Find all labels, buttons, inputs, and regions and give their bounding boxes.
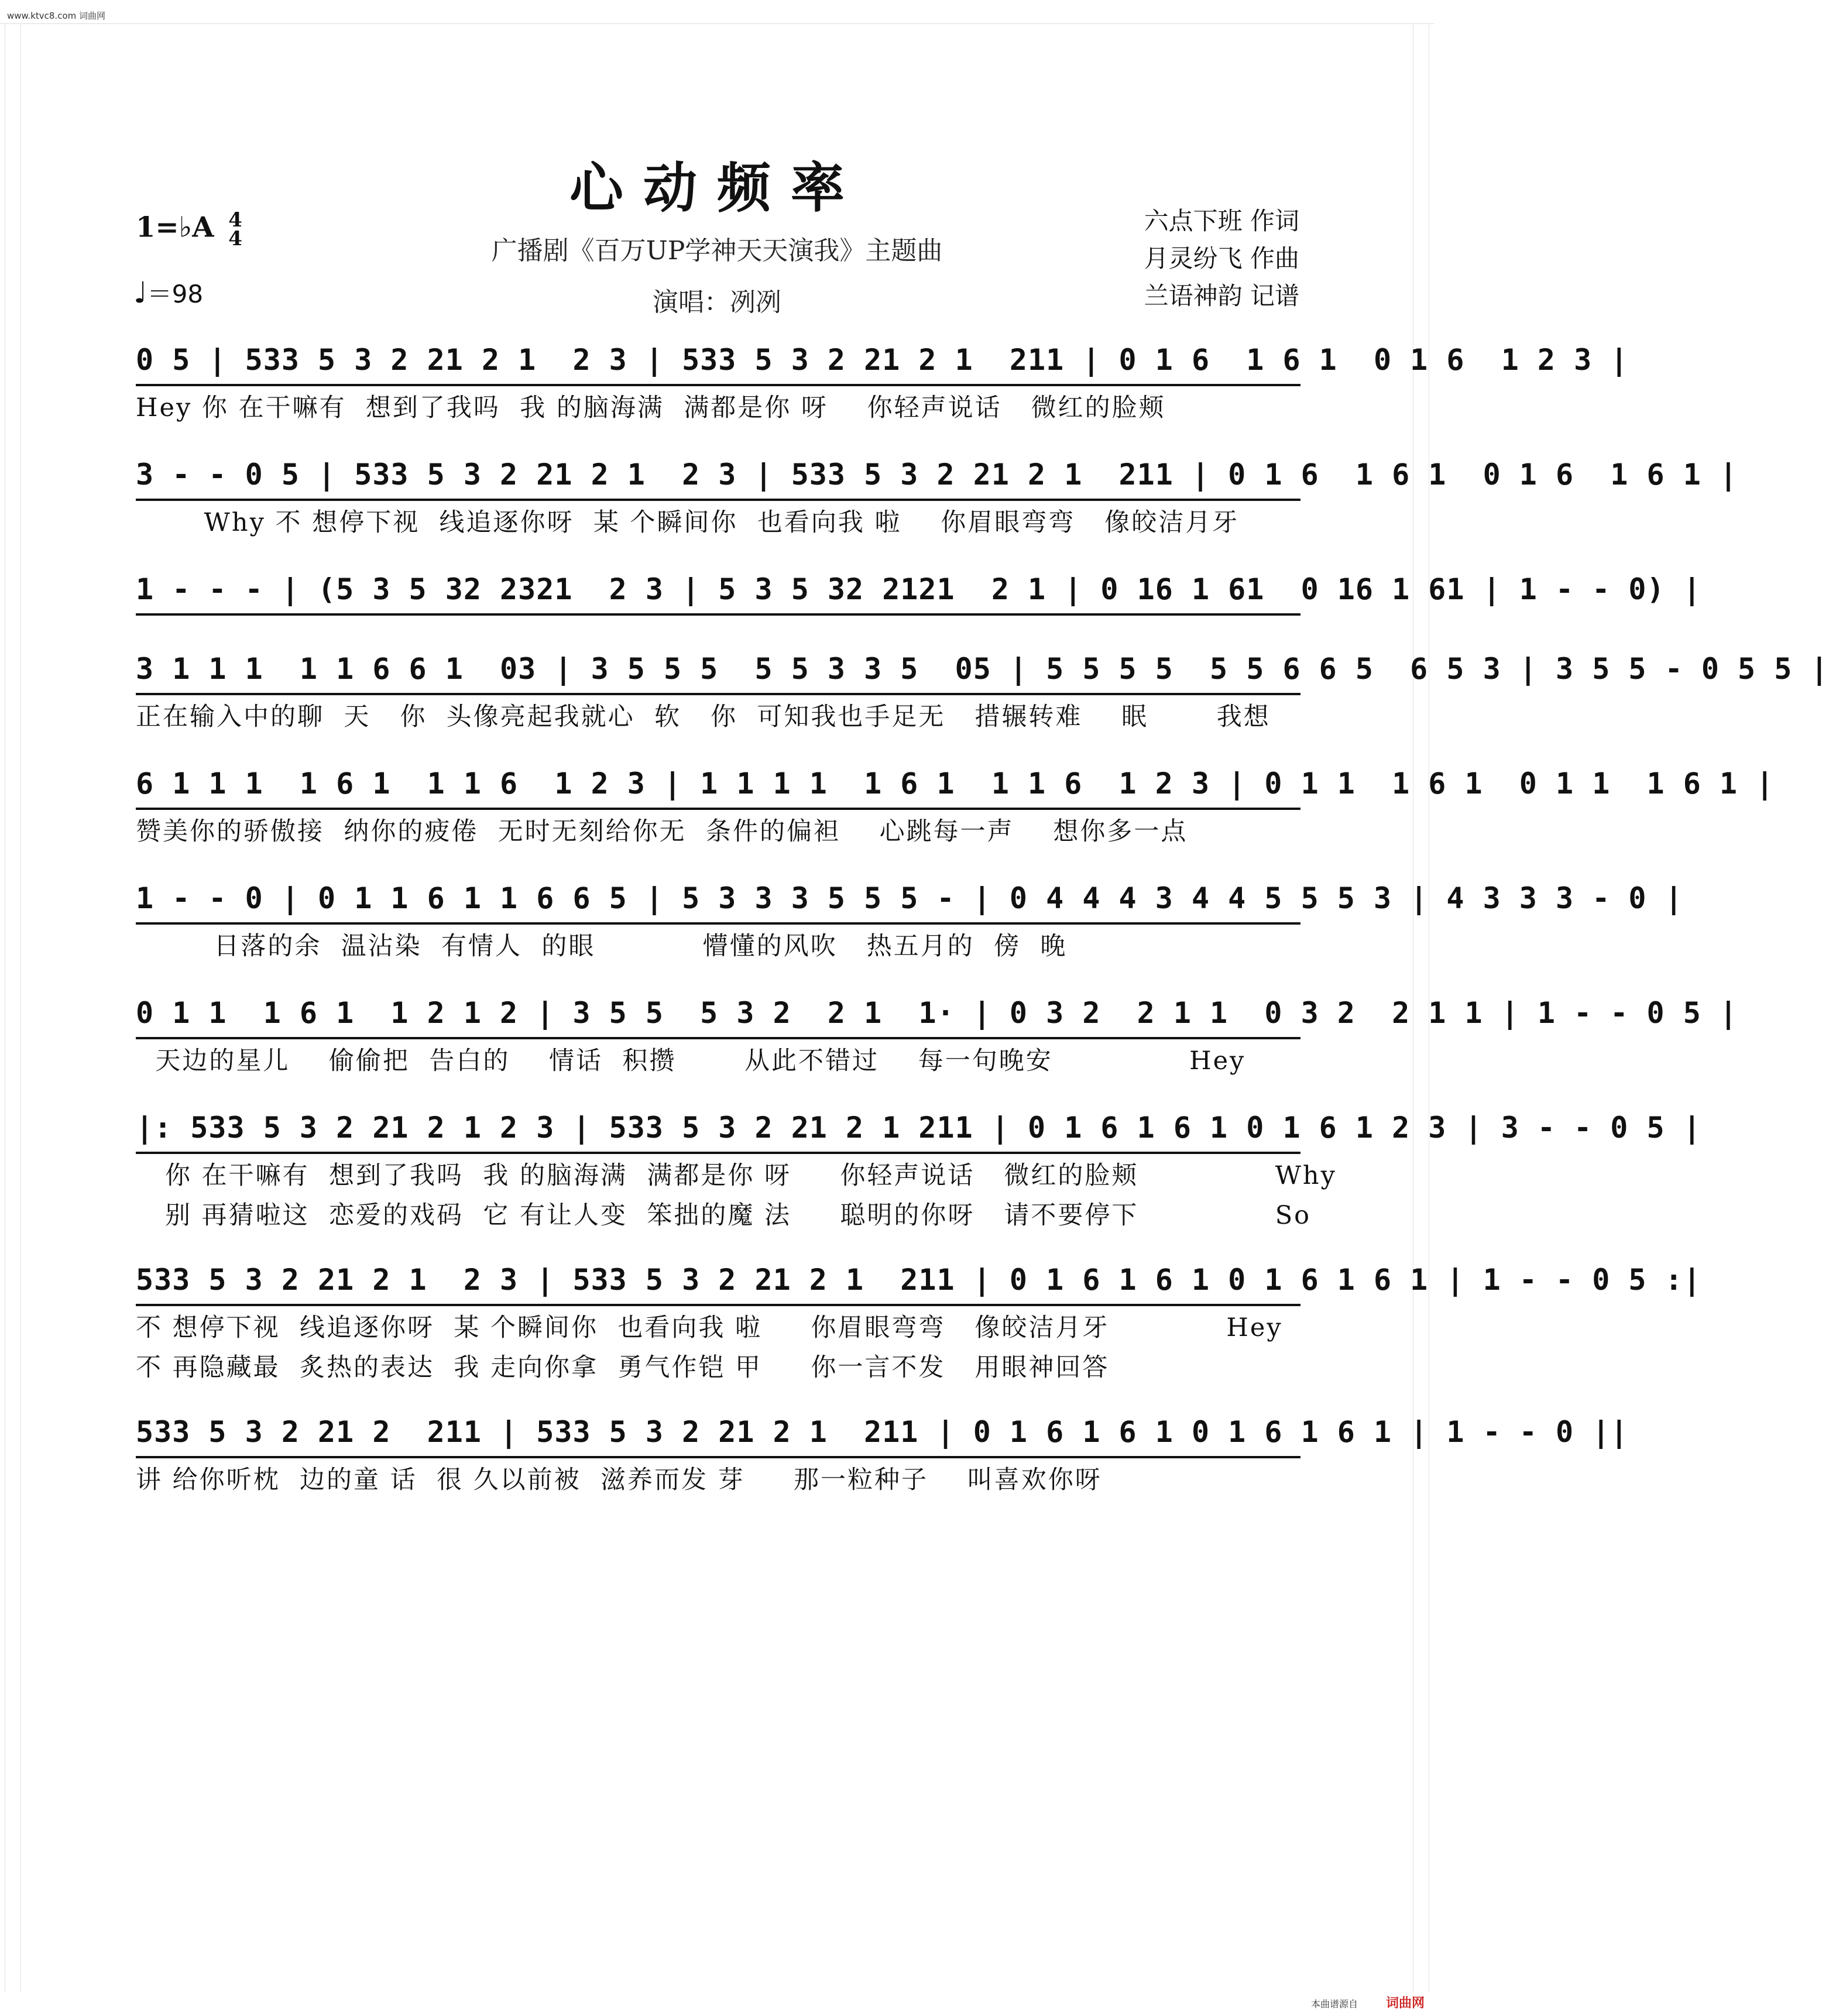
lyric-line: 讲 给你听枕 边的童 话 很 久以前被 滋养而发 芽 那一粒种子 叫喜欢你呀 xyxy=(136,1465,1102,1495)
lyric-line: 不 想停下视 线追逐你呀 某 个瞬间你 也看向我 啦 你眉眼弯弯 像皎洁月牙 Hey xyxy=(136,1313,1283,1342)
footer-site-logo: 词曲网 xyxy=(1385,1996,1425,2011)
notation-line: 1 - - 0 | 0 1 1 6 1 1 6 6 5 | 5 3 3 3 5 5 5 - | 0 4 4 4 3 4 4 5 5 5 3 | 4 3 3 3 - 0 | xyxy=(136,878,1300,925)
lyric-line: Hey 你 在干嘛有 想到了我吗 我 的脑海满 满都是你 呀 你轻声说话 微红的脸颊 xyxy=(136,393,1166,423)
notation-line: |: 533 5 3 2 21 2 1 2 3 | 533 5 3 2 21 2 1 211 | 0 1 6 1 6 1 0 1 6 1 2 3 | 3 - - 0 5 | xyxy=(136,1107,1300,1154)
lyric-line: 天边的星儿 偷偷把 告白的 情话 积攒 从此不错过 每一句晚安 Hey xyxy=(136,1046,1246,1076)
key-label: 1=♭A xyxy=(136,211,214,244)
lyric-line: 日落的余 温沾染 有情人 的眼 懵懂的风吹 热五月的 傍 晚 xyxy=(136,932,1068,961)
lyric-line: 你 在干嘛有 想到了我吗 我 的脑海满 满都是你 呀 你轻声说话 微红的脸颊 Why xyxy=(136,1161,1337,1190)
song-subtitle: 广播剧《百万UP学神天天演我》主题曲 xyxy=(491,236,943,266)
lyricist-credit: 六点下班 作词 xyxy=(1144,207,1299,235)
score-system xyxy=(136,1107,1701,1234)
lyric-line: 赞美你的骄傲接 纳你的疲倦 无时无刻给你无 条件的偏袒 心跳每一声 想你多一点 xyxy=(136,817,1188,846)
tempo-marking xyxy=(133,275,203,310)
key-signature xyxy=(136,208,242,250)
score-system xyxy=(136,992,1738,1079)
singer-line: 演唱：冽冽 xyxy=(653,287,781,317)
score-system xyxy=(136,648,1829,735)
score-system xyxy=(136,454,1738,541)
score-system xyxy=(136,339,1629,426)
notation-line: 533 5 3 2 21 2 211 | 533 5 3 2 21 2 1 211 | 0 1 6 1 6 1 0 1 6 1 6 1 | 1 - - 0 || xyxy=(136,1411,1300,1458)
notation-line: 0 5 | 533 5 3 2 21 2 1 2 3 | 533 5 3 2 21 2 1 211 | 0 1 6 1 6 1 0 1 6 1 2 3 | xyxy=(136,339,1300,386)
score-system xyxy=(136,1411,1629,1498)
notation-line: 1 - - - | (5 3 5 32 2321 2 3 | 5 3 5 32 2121 2 1 | 0 16 1 61 0 16 1 61 | 1 - - 0) | xyxy=(136,569,1300,616)
meter-top: 4 xyxy=(228,208,242,232)
notation-line: 0 1 1 1 6 1 1 2 1 2 | 3 5 5 5 3 2 2 1 1· | 0 3 2 2 1 1 0 3 2 2 1 1 | 1 - - 0 5 | xyxy=(136,992,1300,1039)
score-system xyxy=(136,1259,1701,1386)
credits xyxy=(1144,202,1299,315)
meter-bottom: 4 xyxy=(228,227,242,250)
notation-line: 3 - - 0 5 | 533 5 3 2 21 2 1 2 3 | 533 5 3 2 21 2 1 211 | 0 1 6 1 6 1 0 1 6 1 6 1 | xyxy=(136,454,1300,501)
lyric-line: Why 不 想停下视 线追逐你呀 某 个瞬间你 也看向我 啦 你眉眼弯弯 像皎洁月牙 xyxy=(136,508,1240,537)
top-bar xyxy=(0,0,1434,24)
score-system xyxy=(136,569,1701,616)
quarter-note-icon: ♩ xyxy=(133,276,147,310)
composer-credit: 月灵纷飞 作曲 xyxy=(1144,244,1299,273)
source-url: www.ktvc8.com 词曲网 xyxy=(7,11,106,21)
lyric-line-2: 不 再隐藏最 炙热的表达 我 走向你拿 勇气作铠 甲 你一言不发 用眼神回答 xyxy=(136,1353,1110,1382)
score-system xyxy=(136,763,1775,850)
notation-line: 6 1 1 1 1 6 1 1 1 6 1 2 3 | 1 1 1 1 1 6 1 1 1 6 1 2 3 | 0 1 1 1 6 1 0 1 1 1 6 1 | xyxy=(136,763,1300,810)
song-title: 心动频率 xyxy=(569,156,864,219)
notation-line: 533 5 3 2 21 2 1 2 3 | 533 5 3 2 21 2 1 211 | 0 1 6 1 6 1 0 1 6 1 6 1 | 1 - - 0 5 :| xyxy=(136,1259,1300,1306)
lyric-line-2: 别 再猜啦这 恋爱的戏码 它 有让人变 笨拙的魔 法 聪明的你呀 请不要停下 So xyxy=(136,1201,1312,1230)
footer-source-note: 本曲谱源自 xyxy=(1310,1998,1358,2010)
left-margin-strip xyxy=(5,23,21,1993)
lyric-line: 正在输入中的聊 天 你 头像亮起我就心 软 你 可知我也手足无 措辗转难 眠 我想 xyxy=(136,702,1271,731)
notation-line: 3 1 1 1 1 1 6 6 1 03 | 3 5 5 5 5 5 3 3 5 05 | 5 5 5 5 5 5 6 6 5 6 5 3 | 3 5 5 - 0 5 5 | xyxy=(136,648,1300,695)
time-signature xyxy=(228,208,242,250)
score-system xyxy=(136,878,1683,964)
transcriber-credit: 兰语神韵 记谱 xyxy=(1144,281,1299,310)
tempo-value: ＝98 xyxy=(147,280,204,308)
